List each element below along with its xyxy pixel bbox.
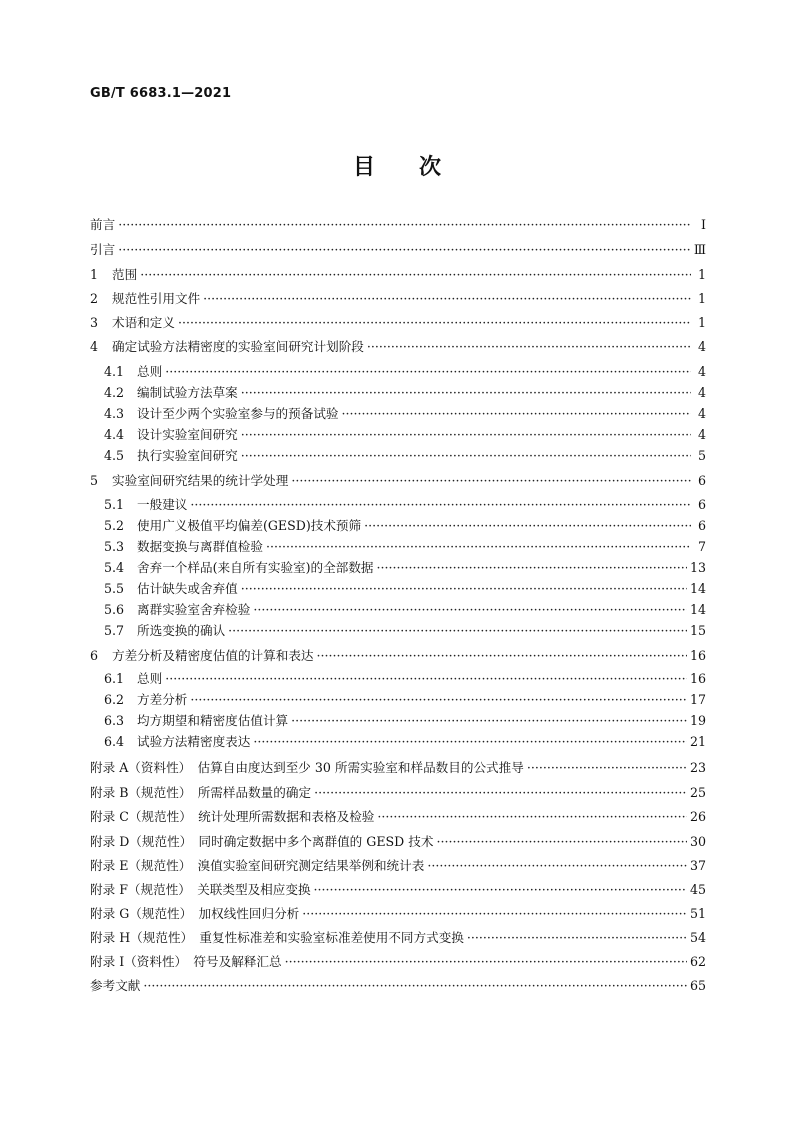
toc-entry-number: 5.2 [104,518,125,533]
toc-entry[interactable] [90,386,706,400]
dot-leader [285,955,687,969]
dot-leader [253,603,687,617]
toc-entry-text: 均方期望和精密度估值计算 [137,713,289,728]
toc-entry-text: 附录 B（规范性） 所需样品数量的确定 [90,785,312,800]
toc-entry-label [90,810,374,824]
toc-entry-label [104,693,187,707]
toc-entry-number: 1 [90,267,99,282]
toc-entry-text: 设计至少两个实验室参与的预备试验 [137,406,339,421]
toc-entry-page: 6 [697,518,706,533]
toc-entry[interactable] [90,498,706,512]
toc-entry-page: 1 [697,267,706,282]
toc-entry-label [90,218,115,232]
toc-entry-page: 25 [689,785,706,800]
toc-entry[interactable] [90,365,706,379]
toc-entry-text: 方差分析及精密度估值的计算和表达 [112,648,314,663]
dot-leader [367,340,691,354]
toc-entry-text: 舍弃一个样品(来自所有实验室)的全部数据 [137,560,374,575]
toc-entry-label [104,624,225,638]
dot-leader [253,735,687,749]
toc-entry-label [90,474,288,488]
toc-entry[interactable] [90,931,706,945]
toc-entry[interactable] [90,407,706,421]
toc-entry-page: 1 [697,291,706,306]
dot-leader [190,693,687,707]
toc-entry-page: 19 [689,713,706,728]
toc-entry-text: 术语和定义 [112,315,175,330]
toc-entry-page: Ⅰ [701,217,706,232]
toc-entry-page: 51 [689,906,706,921]
dot-leader [140,268,691,282]
standard-code: GB/T 6683.1—2021 [90,86,232,101]
toc-entry-number: 5.1 [104,497,125,512]
toc-entry[interactable] [90,735,706,749]
dot-leader [314,786,687,800]
dot-leader [203,292,691,306]
dot-leader [302,907,687,921]
dot-leader [291,474,691,488]
toc-entry-page: 65 [689,978,706,993]
toc-entry-label [90,268,137,282]
toc-entry-text: 确定试验方法精密度的实验室间研究计划阶段 [112,339,364,354]
toc-entry-label [90,955,282,969]
toc-entry-text: 使用广义极值平均偏差(GESD)技术预筛 [137,518,362,533]
toc-entry[interactable] [90,292,706,306]
toc-entry-number: 6 [90,648,99,663]
toc-entry-label [104,561,374,575]
toc-entry[interactable] [90,428,706,442]
toc-entry-text: 实验室间研究结果的统计学处理 [112,473,289,488]
dot-leader [178,316,691,330]
toc-entry-label [104,714,288,728]
toc-entry[interactable] [90,540,706,554]
toc-entry-page: 4 [697,427,706,442]
toc-entry-text: 设计实验室间研究 [137,427,238,442]
toc-entry-label [104,428,238,442]
dot-leader [266,540,691,554]
toc-entry-label [104,519,361,533]
toc-entry-page: 16 [689,671,706,686]
toc-entry-label [104,449,238,463]
toc-entry[interactable] [90,624,706,638]
toc-entry-label [104,582,238,596]
toc-entry-text: 一般建议 [137,497,188,512]
dot-leader [377,561,687,575]
toc-entry-page: 13 [689,560,706,575]
toc-entry-text: 前言 [90,217,116,232]
toc-entry[interactable] [90,243,706,257]
dot-leader [190,498,691,512]
toc-entry-text: 附录 A（资料性） 估算自由度达到至少 30 所需实验室和样品数目的公式推导 [90,760,524,775]
toc-entry-text: 数据变换与离群值检验 [137,539,263,554]
toc-entry-text: 编制试验方法草案 [137,385,238,400]
toc-entry-page: 4 [697,406,706,421]
toc-entry-text: 附录 D（规范性） 同时确定数据中多个离群值的 GESD 技术 [90,834,434,849]
toc-entry-label [104,672,162,686]
toc-entry-page: 5 [697,448,706,463]
toc-entry[interactable] [90,907,706,921]
dot-leader [241,428,691,442]
toc-entry[interactable] [90,449,706,463]
toc-entry-number: 4.4 [104,427,125,442]
toc-entry[interactable] [90,316,706,330]
dot-leader [527,761,687,775]
toc-entry-label [90,761,524,775]
toc-entry[interactable] [90,519,706,533]
toc-entry-number: 4.3 [104,406,125,421]
toc-entry-number: 5.4 [104,560,125,575]
toc-entry-page: 4 [697,364,706,379]
toc-entry-text: 引言 [90,242,116,257]
toc-entry-text: 方差分析 [137,692,188,707]
toc-entry[interactable] [90,859,706,873]
toc-entry-page: 37 [689,858,706,873]
toc-entry-text: 估计缺失或舍弃值 [137,581,238,596]
toc-entry[interactable] [90,340,706,354]
toc-entry-page: 6 [697,473,706,488]
toc-entry-label [90,316,175,330]
dot-leader [241,386,691,400]
toc-entry-label [104,603,250,617]
toc-entry-page: 30 [689,834,706,849]
toc-entry[interactable] [90,835,706,849]
toc-entry-page: 26 [689,809,706,824]
dot-leader [342,407,692,421]
toc-entry[interactable] [90,561,706,575]
toc-entry-text: 附录 H（规范性） 重复性标准差和实验室标准差使用不同方式变换 [90,930,464,945]
toc-entry-text: 附录 I（资料性） 符号及解释汇总 [90,954,282,969]
toc-entry[interactable] [90,714,706,728]
toc-entry-label [90,835,433,849]
toc-entry-page: 15 [689,623,706,638]
toc-entry-page: 14 [689,602,706,617]
toc-entry-text: 附录 C（规范性） 统计处理所需数据和表格及检验 [90,809,375,824]
toc-entry-number: 5 [90,473,99,488]
toc-entry-text: 范围 [112,267,138,282]
page-title: 目 次 [352,154,441,180]
toc-entry-text: 离群实验室舍弃检验 [137,602,251,617]
toc-entry-number: 5.3 [104,539,125,554]
dot-leader [317,649,687,663]
toc-entry-page: 14 [689,581,706,596]
toc-entry-number: 4.1 [104,364,125,379]
toc-entry-number: 4.5 [104,448,125,463]
toc-entry-label [104,407,339,421]
toc-entry-text: 规范性引用文件 [112,291,201,306]
dot-leader [314,883,687,897]
toc-entry-label [90,907,299,921]
toc-entry-label [90,883,311,897]
toc-entry-label [90,859,424,873]
dot-leader [364,519,691,533]
toc-entry[interactable] [90,693,706,707]
toc-entry-page: Ⅲ [693,242,706,257]
toc-entry[interactable] [90,810,706,824]
toc-entry-page: 4 [697,339,706,354]
dot-leader [165,365,691,379]
toc-entry-text: 试验方法精密度表达 [137,734,251,749]
toc-entry-page: 1 [697,315,706,330]
toc-entry-text: 参考文献 [90,978,141,993]
dot-leader [377,810,687,824]
dot-leader [436,835,687,849]
toc-entry[interactable] [90,883,706,897]
toc-entry-text: 所选变换的确认 [137,623,226,638]
toc-entry-page: 4 [697,385,706,400]
toc-entry-number: 6.4 [104,734,125,749]
toc-entry-text: 附录 F（规范性） 关联类型及相应变换 [90,882,311,897]
toc-entry-page: 21 [689,734,706,749]
toc-entry-label [90,649,314,663]
toc-entry-number: 4 [90,339,99,354]
toc-entry-number: 5.7 [104,623,125,638]
toc-entry-label [104,735,250,749]
toc-entry-number: 6.2 [104,692,125,707]
toc-entry-label [90,786,311,800]
toc-entry-number: 5.6 [104,602,125,617]
toc-entry[interactable] [90,761,706,775]
toc-entry-number: 5.5 [104,581,125,596]
dot-leader [241,582,687,596]
toc-entry[interactable] [90,218,706,232]
dot-leader [427,859,687,873]
toc-entry-label [90,340,364,354]
toc-entry-text: 总则 [137,364,163,379]
toc-entry[interactable] [90,955,706,969]
toc-entry-number: 2 [90,291,99,306]
toc-entry-number: 6.3 [104,713,125,728]
toc-entry-number: 3 [90,315,99,330]
dot-leader [467,931,687,945]
toc-entry[interactable] [90,474,706,488]
toc-entry[interactable] [90,979,706,993]
toc-entry-page: 16 [689,648,706,663]
toc-entry-page: 23 [689,760,706,775]
toc-entry-text: 总则 [137,671,163,686]
toc-entry-label [104,540,263,554]
dot-leader [228,624,687,638]
dot-leader [165,672,687,686]
toc-entry-label [104,365,162,379]
toc-entry-text: 附录 E（规范性） 溴值实验室间研究测定结果举例和统计表 [90,858,425,873]
toc-entry-text: 执行实验室间研究 [137,448,238,463]
toc-entry[interactable] [90,786,706,800]
toc-entry[interactable] [90,268,706,282]
dot-leader [241,449,691,463]
toc-entry-page: 7 [697,539,706,554]
toc-entry[interactable] [90,582,706,596]
toc-entry[interactable] [90,603,706,617]
toc-entry-page: 62 [689,954,706,969]
toc-entry[interactable] [90,649,706,663]
toc-entry-page: 17 [689,692,706,707]
toc-entry-label [90,292,200,306]
toc-entry-text: 附录 G（规范性） 加权线性回归分析 [90,906,300,921]
toc-entry-page: 45 [689,882,706,897]
toc-entry-number: 6.1 [104,671,125,686]
toc-entry-label [90,243,115,257]
toc-entry-label [90,979,140,993]
dot-leader [291,714,687,728]
dot-leader [143,979,687,993]
toc-entry-label [90,931,464,945]
dot-leader [118,243,691,257]
toc-entry[interactable] [90,672,706,686]
dot-leader [118,218,691,232]
toc-entry-page: 54 [689,930,706,945]
toc-entry-number: 4.2 [104,385,125,400]
toc-entry-page: 6 [697,497,706,512]
toc-entry-label [104,498,187,512]
toc-entry-label [104,386,238,400]
